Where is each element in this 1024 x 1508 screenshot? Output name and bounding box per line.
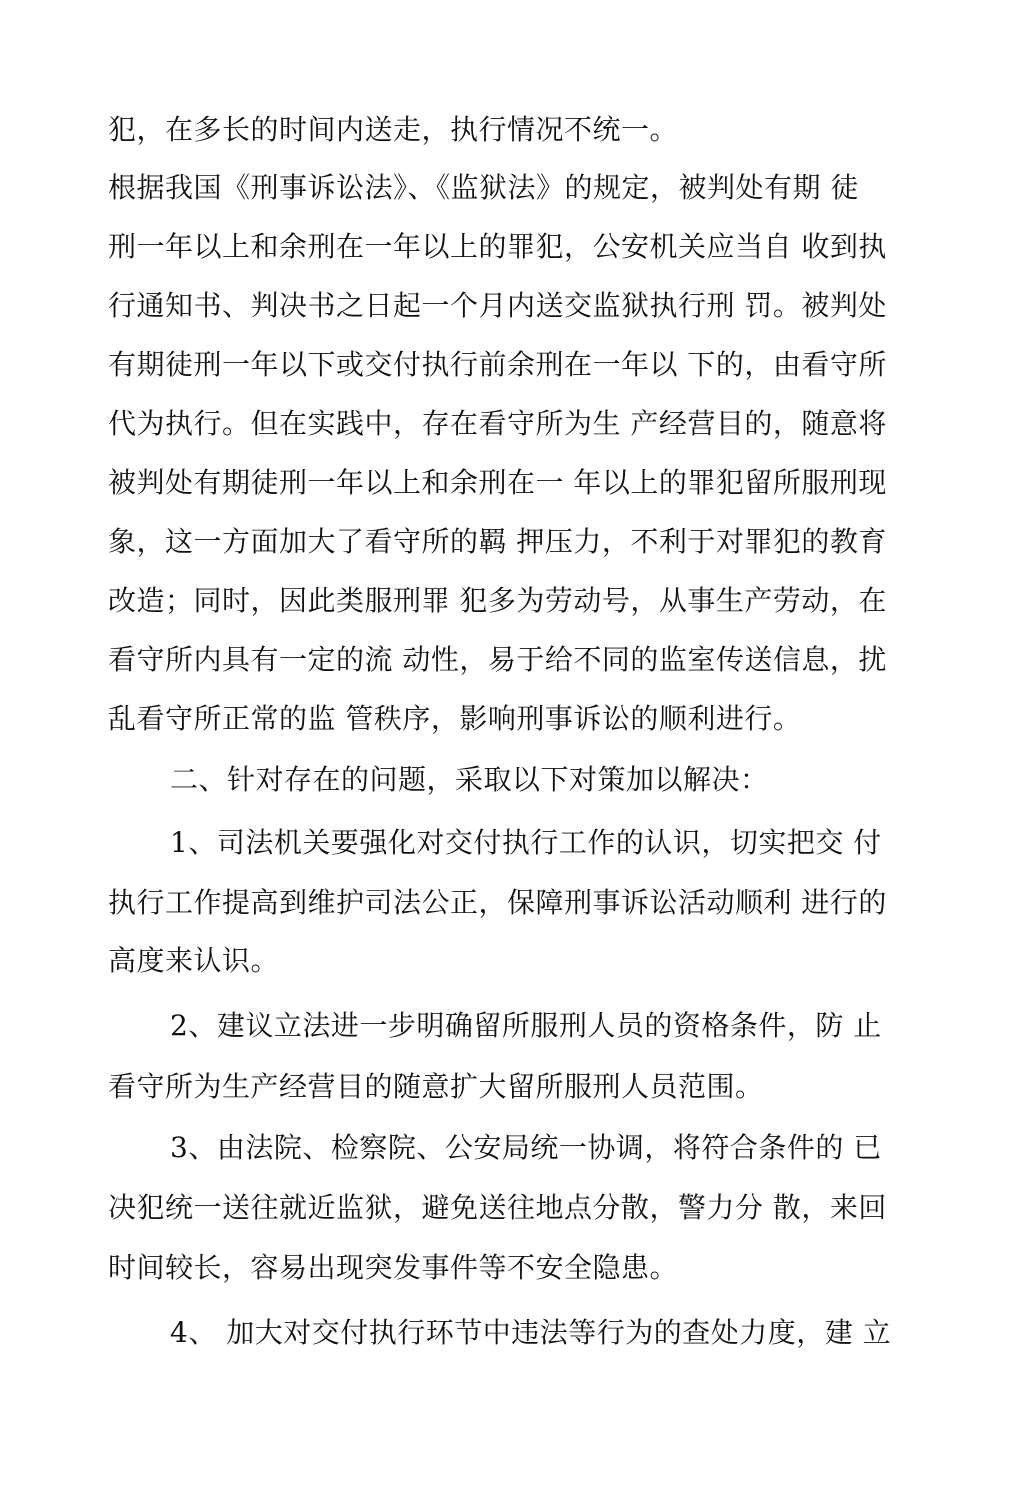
text-line: 象，这一方面加大了看守所的羁 押压力，不利于对罪犯的教育 xyxy=(108,525,887,558)
text-line: 1、司法机关要强化对交付执行工作的认识，切实把交 付 xyxy=(170,826,882,859)
text-line: 2、建议立法进一步明确留所服刑人员的资格条件，防 止 xyxy=(170,1009,882,1042)
text-line: 刑一年以上和余刑在一年以上的罪犯，公安机关应当自 收到执 xyxy=(108,230,887,263)
section-heading: 二、针对存在的问题，采取以下对策加以解决： xyxy=(170,763,769,796)
text-line: 看守所为生产经营目的随意扩大留所服刑人员范围。 xyxy=(108,1070,764,1103)
text-line: 改造；同时，因此类服刑罪 犯多为劳动号，从事生产劳动，在 xyxy=(108,584,887,617)
text-line: 被判处有期徒刑一年以上和余刑在一 年以上的罪犯留所服刑现 xyxy=(108,466,887,499)
text-line: 根据我国《刑事诉讼法》、《监狱法》的规定，被判处有期 徒 xyxy=(108,171,859,204)
text-line: 决犯统一送往就近监狱，避免送往地点分散，警力分 散，来回 xyxy=(108,1191,887,1224)
text-line: 犯，在多长的时间内送走，执行情况不统一。 xyxy=(108,113,679,146)
text-line: 乱看守所正常的监 管秩序，影响刑事诉讼的顺利进行。 xyxy=(108,702,802,735)
text-line: 有期徒刑一年以下或交付执行前余刑在一年以 下的，由看守所 xyxy=(108,348,887,381)
text-line: 看守所内具有一定的流 动性，易于给不同的监室传送信息，扰 xyxy=(108,643,887,676)
text-line: 3、由法院、检察院、公安局统一协调，将符合条件的 已 xyxy=(170,1131,882,1164)
text-line: 4、 加大对交付执行环节中违法等行为的查处力度，建 立 xyxy=(170,1316,892,1349)
text-line: 行通知书、判决书之日起一个月内送交监狱执行刑 罚。被判处 xyxy=(108,289,887,322)
text-line: 代为执行。但在实践中，存在看守所为生 产经营目的，随意将 xyxy=(108,407,887,440)
text-line: 时间较长，容易出现突发事件等不安全隐患。 xyxy=(108,1251,679,1284)
text-line: 高度来认识。 xyxy=(108,944,280,977)
text-line: 执行工作提高到维护司法公正，保障刑事诉讼活动顺利 进行的 xyxy=(108,886,887,919)
